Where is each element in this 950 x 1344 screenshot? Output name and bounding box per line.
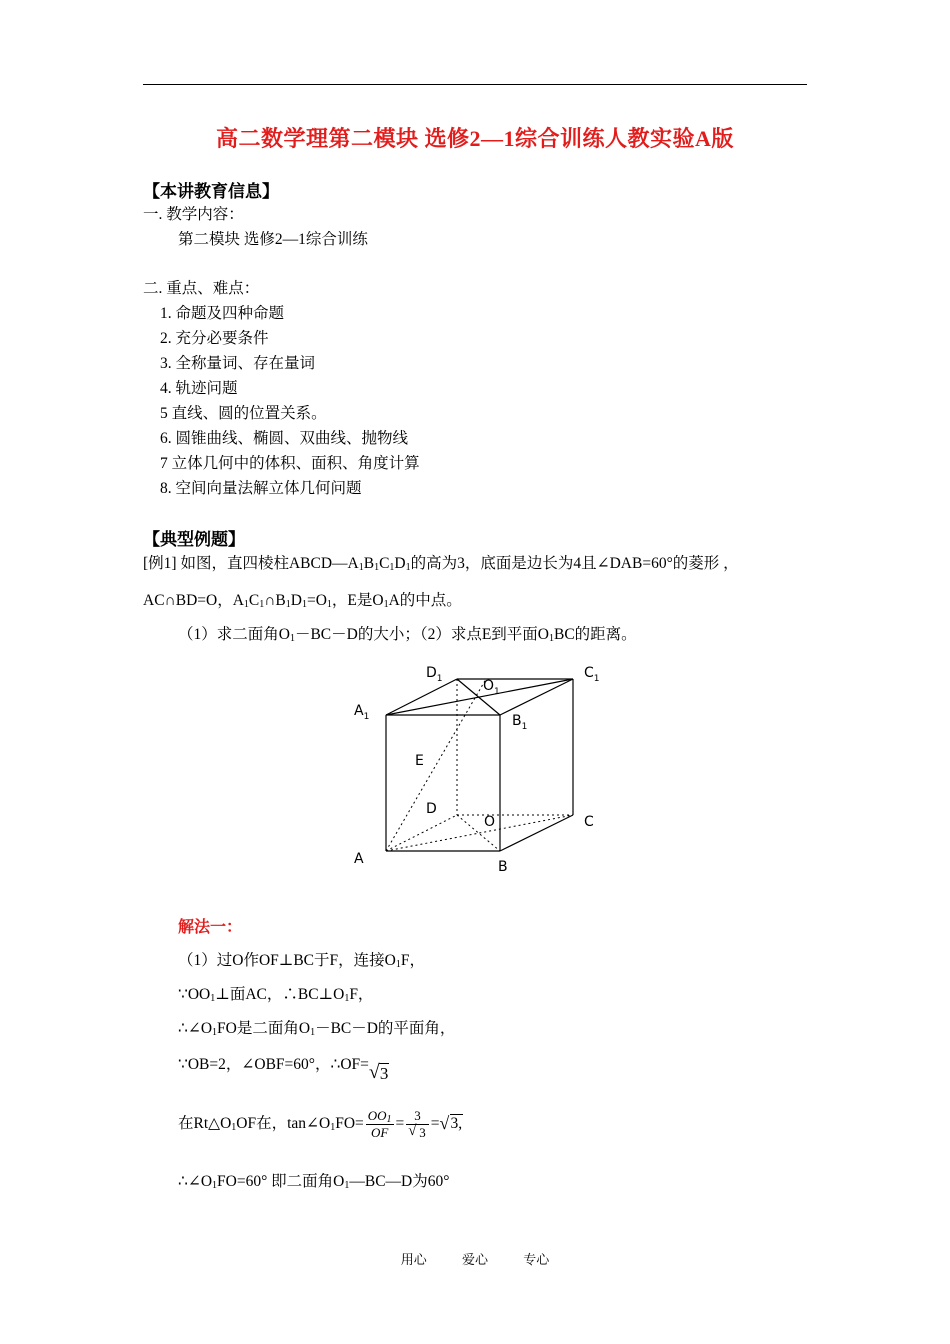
label-d: D — [426, 801, 437, 817]
solution-line-6: $\therefore\angle O_1FO=60^\circ$ 即二面角$O_1—BC—D$为60° — [178, 1173, 450, 1191]
diag-ac-hidden — [386, 815, 573, 851]
page-title: 高二数学理第二模块 选修2—1综合训练人教实验A版 — [216, 126, 734, 151]
label-o1: $O_1$ — [483, 678, 500, 697]
edge-b1c1 — [500, 679, 573, 715]
section-heading-examples: 【典型例题】 — [143, 530, 245, 549]
part2-label: 二. 重点、难点： — [143, 280, 260, 297]
part1-content: 第二模块 选修2—1综合训练 — [178, 231, 368, 248]
example-line-1: [例1] 如图，直四棱柱$ABCD—A_1B_1C_1D_1$的高为3，底面是边长为4且∠DAB=60°的菱形 ， — [143, 555, 739, 573]
label-a1: $A_1$ — [354, 703, 370, 722]
example-line-2: AC∩BD=O，$A_1C_1\cap B_1D_1=O_1$，E是$O_1A$的中点。 — [143, 592, 462, 610]
solution-line-2: $\because OO_1\perp$面AC，$\therefore BC\perp O_1F$， — [178, 986, 374, 1004]
list-item: 6. 圆锥曲线、椭圆、双曲线、抛物线 — [160, 430, 409, 447]
label-b1: $B_1$ — [512, 713, 528, 732]
top-rule — [143, 84, 807, 85]
list-item: 4. 轨迹问题 — [160, 380, 238, 397]
sqrt-3-result: √ 3, — [439, 1113, 463, 1134]
label-c: C — [584, 814, 594, 830]
edge-d1a1 — [386, 679, 457, 715]
section-heading-info: 【本讲教育信息】 — [143, 182, 279, 201]
label-e: E — [415, 753, 424, 769]
part1-label: 一. 教学内容： — [143, 206, 244, 223]
fraction-oo1-of: $\frac{OO_1}{OF}$ — [367, 1108, 392, 1140]
label-a: A — [354, 851, 364, 867]
diag-a1c1 — [386, 679, 573, 715]
solution-line-1: （1）过O作OF⊥BC于F，连接$O_1F$， — [178, 952, 425, 970]
footer-text: 专心 — [523, 1252, 550, 1267]
list-item: 7 立体几何中的体积、面积、角度计算 — [160, 455, 420, 472]
solution-heading: 解法一： — [178, 919, 243, 936]
sqrt-3: √ 3 — [368, 1062, 389, 1083]
footer-text: 用心 — [400, 1252, 427, 1267]
label-b: B — [498, 859, 508, 875]
edge-bc — [500, 815, 573, 851]
footer-text: 爱心 — [461, 1252, 488, 1267]
fraction-3-sqrt3: 3 √ 3 — [406, 1108, 429, 1141]
label-c1: $C_1$ — [584, 665, 600, 684]
solution-line-4: ∵OB=2，∠OBF=60°，∴OF= √ 3 — [178, 1056, 389, 1083]
list-item: 1. 命题及四种命题 — [160, 305, 285, 322]
solution-line-3: $\therefore\angle O_1FO$是二面角$O_1-BC-D$的平面角， — [178, 1020, 456, 1038]
list-item: 2. 充分必要条件 — [160, 330, 269, 347]
label-d1: $D_1$ — [426, 665, 443, 684]
label-o: O — [484, 814, 496, 830]
question-line: （1）求二面角$O_1-BC-D$的大小；（2）求点E到平面$O_1BC$的距离。 — [178, 626, 637, 644]
list-item: 8. 空间向量法解立体几何问题 — [160, 480, 362, 497]
prism-figure — [340, 655, 620, 880]
solution-line-5: 在$Rt\triangle O_1OF$在，$\tan\angle O_1FO=$ $\frac{OO_1}{OF}$ = 3 √ 3 = √ 3, — [178, 1108, 463, 1140]
list-item: 5 直线、圆的位置关系。 — [160, 405, 327, 422]
list-item: 3. 全称量词、存在量词 — [160, 355, 316, 372]
page-footer — [0, 1249, 950, 1268]
